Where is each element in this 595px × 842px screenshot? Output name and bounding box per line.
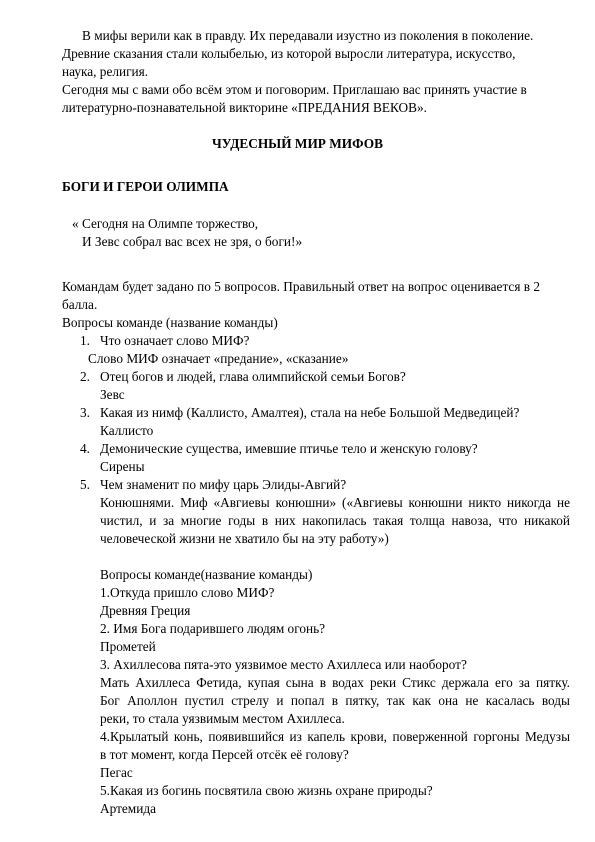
team1-question-2 — [80, 368, 406, 386]
team2-answer-5: Артемида — [100, 801, 156, 816]
question-text: Чем знаменит по мифу царь Элиды-Авгий? — [100, 477, 347, 492]
team2-question-4-line-2: в тот момент, когда Персей отсёк её голову? — [100, 747, 349, 762]
intro-line-2: Древние сказания стали колыбелью, из которой выросли литература, искусство, — [62, 46, 516, 61]
team2-question-1: 1.Откуда пришло слово МИФ? — [100, 585, 275, 600]
intro-line-3: наука, религия. — [62, 64, 149, 79]
team2-answer-4: Пегас — [100, 765, 133, 780]
team1-question-5 — [80, 476, 346, 494]
team2-question-3: 3. Ахиллесова пята-это уязвимое место Ахиллеса или наоборот? — [100, 657, 467, 672]
team2-answer-2: Прометей — [100, 639, 156, 654]
team1-answer-5-line-2: чистил, и за многие годы в них накопилась такая толща навоза, что никакой — [100, 513, 570, 528]
team1-answer-4: Сирены — [100, 459, 145, 474]
question-number: 1. — [80, 333, 90, 348]
question-text: Какая из нимф (Каллисто, Амалтея), стала на небе Большой Медведицей? — [100, 405, 520, 420]
team2-heading: Вопросы команде(название команды) — [100, 567, 313, 582]
question-text: Что означает слово МИФ? — [100, 333, 250, 348]
team1-question-3 — [80, 404, 519, 422]
intro-line-4: Сегодня мы с вами обо всём этом и поговорим. Приглашаю вас принять участие в — [62, 82, 527, 97]
page-title: ЧУДЕСНЫЙ МИР МИФОВ — [212, 136, 383, 151]
team1-answer-5-line-3: человеческой жизни не хватило бы на эту работу») — [100, 531, 389, 546]
section-title: БОГИ И ГЕРОИ ОЛИМПА — [62, 179, 229, 194]
quote-line-1: « Сегодня на Олимпе торжество, — [72, 216, 259, 231]
question-number: 2. — [80, 369, 90, 384]
team2-answer-3-line-1: Мать Ахиллеса Фетида, купая сына в водах реки Стикс держала его за пятку. — [100, 675, 570, 690]
question-number: 3. — [80, 405, 90, 420]
team2-question-4-line-1: 4.Крылатый конь, появившийся из капель крови, поверженной горгоны Медузы — [100, 729, 570, 744]
team2-answer-3-line-2: Бог Аполлон пустил стрелу и попал в пятку, так как она не касалась воды — [100, 693, 570, 708]
question-number: 5. — [80, 477, 90, 492]
team2-answer-1: Древняя Греция — [100, 603, 191, 618]
team1-answer-1: Слово МИФ означает «предание», «сказание» — [88, 351, 349, 366]
intro-line-1: В мифы верили как в правду. Их передавали изустно из поколения в поколение. — [82, 28, 534, 43]
team1-heading: Вопросы команде (название команды) — [62, 315, 278, 330]
question-number: 4. — [80, 441, 90, 456]
team1-question-4 — [80, 440, 478, 458]
team1-answer-2: Зевс — [100, 387, 125, 402]
quote-line-2: И Зевс собрал вас всех не зря, о боги!» — [82, 234, 303, 249]
team2-question-5: 5.Какая из богинь посвятила свою жизнь охране природы? — [100, 783, 433, 798]
team1-answer-3: Каллисто — [100, 423, 154, 438]
team1-answer-5-line-1: Конюшнями. Миф «Авгиевы конюшни» («Авгиевы конюшни никто никогда не — [100, 495, 570, 510]
team2-question-2: 2. Имя Бога подарившего людям огонь? — [100, 621, 326, 636]
rules-line-2: балла. — [62, 297, 98, 312]
rules-line-1: Командам будет задано по 5 вопросов. Правильный ответ на вопрос оценивается в 2 — [62, 279, 541, 294]
question-text: Отец богов и людей, глава олимпийской семьи Богов? — [100, 369, 406, 384]
intro-line-5: литературно-познавательной викторине «ПРЕДАНИЯ ВЕКОВ». — [62, 100, 427, 115]
question-text: Демонические существа, имевшие птичье тело и женскую голову? — [100, 441, 478, 456]
team2-answer-3-line-3: реки, то стала уязвимым местом Ахиллеса. — [100, 711, 345, 726]
team1-question-1 — [80, 332, 249, 350]
